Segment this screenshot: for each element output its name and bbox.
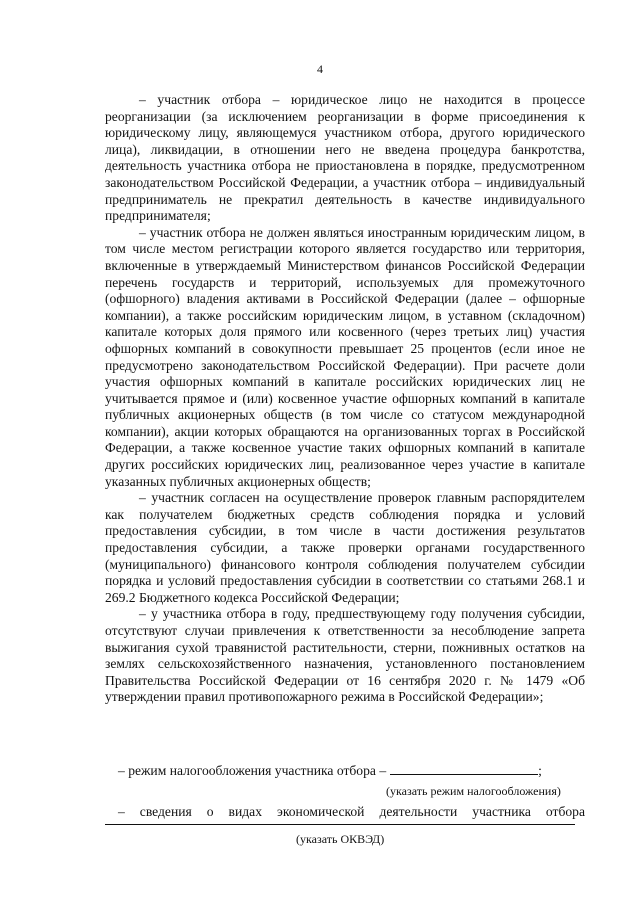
tax-regime-line (118, 763, 588, 780)
paragraph-offshore: – участник отбора не должен являться иностранным юридическим лицом, в том числе местом регистрации которого является государство или территория, включенные в утверждаемый Министерством финансов Российской Федерации перечень государств и территорий, используемых для промежуточного (офшорного) владения активами в Российской Федерации (далее – офшорные компании), а также российским юридическим лицом, в уставном (складочном) капитале которых доля прямого или косвенного (через третьих лиц) участия офшорных компаний в совокупности превышает 25 процентов (если иное не предусмотрено законодательством Российской Федерации). При расчете доли участия офшорных компаний в капитале российских юридических лиц не учитывается прямое и (или) косвенное участие офшорных компаний в капитале публичных акционерных обществ (в том числе со статусом международной компании), акции которых обращаются на организованных торгах в Российской Федерации, а также косвенное участие таких офшорных компаний в капитале других российских юридических лиц, реализованное через участие в капитале указанных публичных акционерных обществ; (105, 224, 585, 489)
tax-regime-hint: (указать режим налогообложения) (386, 784, 561, 798)
page-number: 4 (317, 62, 323, 76)
tax-regime-blank (390, 763, 538, 775)
paragraph-reorganization: – участник отбора – юридическое лицо не находится в процессе реорганизации (за исключением реорганизации в форме присоединения к юридическому лицу, являющемуся участником отбора, другого юридического лица), ликвидации, в отношении него не введена процедура банкротства, деятельность участника отбора не приостановлена в порядке, предусмотренном законодательством Российской Федерации, а участник отбора – индивидуальный предприниматель не прекратил деятельность в качестве индивидуального предпринимателя; (105, 92, 585, 224)
tax-regime-label: – режим налогообложения участника отбора – (118, 763, 387, 778)
document-body (105, 92, 585, 706)
paragraph-inspection-consent: – участник согласен на осуществление проверок главным распорядителем как получателем бюджетных средств соблюдения порядка и условий предоставления субсидии, в том числе в части достижения результатов предоставления субсидии, а также проверки органами государственного (муниципального) финансового контроля соблюдения получателем субсидии порядка и условий предоставления субсидии в соответствии со статьями 268.1 и 269.2 Бюджетного кодекса Российской Федерации; (105, 490, 585, 605)
okved-line: – сведения о видах экономической деятельности участника отбора (118, 804, 585, 819)
tax-regime-end: ; (538, 763, 542, 778)
okved-blank (105, 824, 575, 825)
paragraph-fire-safety: – у участника отбора в году, предшествующему году получения субсидии, отсутствуют случаи привлечения к ответственности за несоблюдение запрета выжигания сухой травянистой растительности, стерни, пожнивных остатков на землях сельскохозяйственного назначения, установленного постановлением Правительства Российской Федерации от 16 сентября 2020 г. № 1479 «Об утверждении правил противопожарного режима в Российской Федерации»; (105, 606, 585, 705)
okved-hint: (указать ОКВЭД) (296, 832, 385, 846)
